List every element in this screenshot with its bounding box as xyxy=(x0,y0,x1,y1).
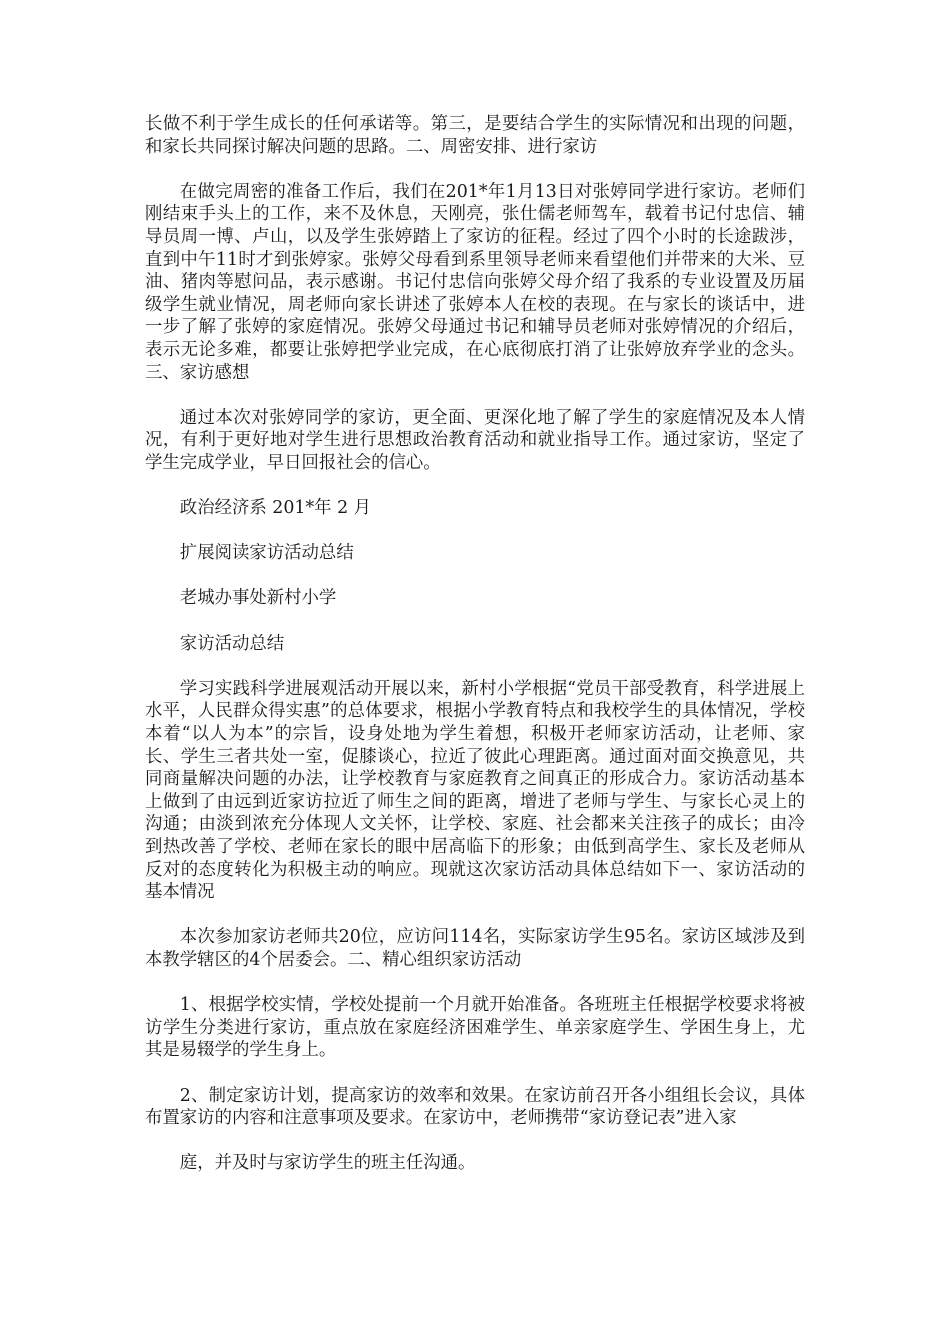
paragraph-home-visit-reflection: 通过本次对张婷同学的家访，更全面、更深化地了解了学生的家庭情况及本人情况，有利于更好地对学生进行思想政治教育活动和就业指导工作。通过家访，坚定了学生完成学业，早日回报社会的信心。 xyxy=(145,407,805,473)
document-body xyxy=(145,113,805,1198)
paragraph-home-visit-process: 在做完周密的准备工作后，我们在201*年1月13日对张婷同学进行家访。老师们刚结束手头上的工作，来不及休息，天刚亮，张仕儒老师驾车，载着书记付忠信、辅导员周一博、卢山，以及学生张婷踏上了家访的征程。经过了四个小时的长途跋涉，直到中午11时才到张婷家。张婷父母看到系里领导老师来看望他们并带来的大米、豆油、猪肉等慰问品，表示感谢。书记付忠信向张婷父母介绍了我系的专业设置及历届级学生就业情况，周老师向家长讲述了张婷本人在校的表现。在与家长的谈话中，进一步了解了张婷的家庭情况。张婷父母通过书记和辅导员老师对张婷情况的介绍后，表示无论多难，都要让张婷把学业完成，在心底彻底打消了让张婷放弃学业的念头。三、家访感想 xyxy=(145,181,805,383)
paragraph-item-2-continued: 庭，并及时与家访学生的班主任沟通。 xyxy=(179,1153,476,1174)
paragraph-continuation: 长做不利于学生成长的任何承诺等。第三，是要结合学生的实际情况和出现的问题，和家长共同探讨解决问题的思路。二、周密安排、进行家访 xyxy=(145,114,805,157)
paragraph-item-1: 1、根据学校实情，学校处提前一个月就开始准备。各班班主任根据学校要求将被访学生分类进行家访，重点放在家庭经济困难学生、单亲家庭学生、学困生身上，尤其是易辍学的学生身上。 xyxy=(145,995,805,1061)
heading-summary-title: 家访活动总结 xyxy=(179,633,285,654)
paragraph-visit-statistics: 本次参加家访老师共20位，应访问114名，实际家访学生95名。家访区域涉及到本教学辖区的4个居委会。二、精心组织家访活动 xyxy=(145,927,805,970)
heading-extended-reading: 扩展阅读家访活动总结 xyxy=(179,543,354,564)
paragraph-item-2: 2、制定家访计划，提高家访的效率和效果。在家访前召开各小组组长会议，具体布置家访的内容和注意事项及要求。在家访中，老师携带“家访登记表”进入家 xyxy=(145,1085,805,1129)
paragraph-summary-intro: 学习实践科学进展观活动开展以来，新村小学根据“党员干部受教育，科学进展上水平，人民群众得实惠”的总体要求，根据小学教育特点和我校学生的具体情况，学校本着“以人为本”的宗旨，设身处地为学生着想，积极开老师家访活动，让老师、家长、学生三者共处一室，促膝谈心，拉近了彼此心理距离。通过面对面交换意见，共同商量解决问题的办法，让学校教育与家庭教育之间真正的形成合力。家访活动基本上做到了由远到近家访拉近了师生之间的距离，增进了老师与学生、与家长心灵上的沟通；由淡到浓充分体现人文关怀，让学校、家庭、社会都来关注孩子的成长；由冷到热改善了学校、老师在家长的眼中居高临下的形象；由低到高学生、家长及老师从反对的态度转化为积极主动的响应。现就这次家访活动具体总结如下一、家访活动的基本情况 xyxy=(145,678,805,903)
heading-school-name: 老城办事处新村小学 xyxy=(179,588,337,609)
signature-department-date: 政治经济系 201*年 2 月 xyxy=(179,498,372,519)
